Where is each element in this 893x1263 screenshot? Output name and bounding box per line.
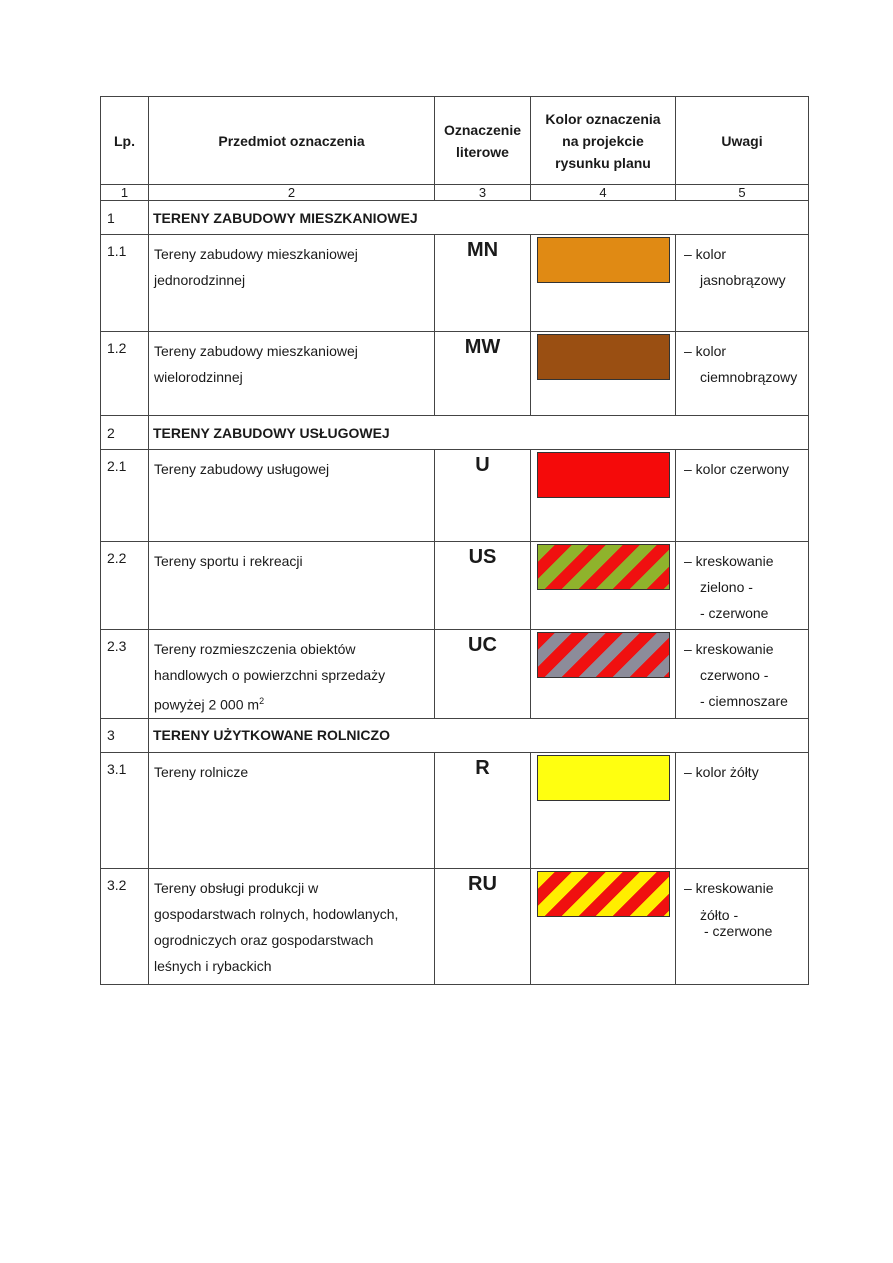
column-number: 5 bbox=[676, 185, 809, 201]
row-lp: 2.3 bbox=[101, 630, 149, 719]
table-row bbox=[101, 235, 809, 332]
row-color bbox=[531, 450, 676, 542]
header-code: Oznaczenie literowe bbox=[435, 97, 531, 185]
column-number: 4 bbox=[531, 185, 676, 201]
row-color bbox=[531, 868, 676, 984]
section-number: 2 bbox=[101, 416, 149, 450]
row-code: U bbox=[435, 450, 531, 542]
section-number: 3 bbox=[101, 718, 149, 752]
row-code: MN bbox=[435, 235, 531, 332]
table-row bbox=[101, 868, 809, 984]
row-code: RU bbox=[435, 868, 531, 984]
section-title: TERENY ZABUDOWY USŁUGOWEJ bbox=[149, 416, 809, 450]
row-code: UC bbox=[435, 630, 531, 719]
legend-table bbox=[100, 96, 809, 985]
row-subject: Tereny zabudowy mieszkaniowej jednorodzinnej bbox=[149, 235, 435, 332]
header-color: Kolor oznaczenia na projekcie rysunku planu bbox=[531, 97, 676, 185]
row-code: R bbox=[435, 752, 531, 868]
row-lp: 2.1 bbox=[101, 450, 149, 542]
section-number: 1 bbox=[101, 201, 149, 235]
row-lp: 1.1 bbox=[101, 235, 149, 332]
color-swatch-hatched bbox=[537, 871, 670, 917]
section-row bbox=[101, 201, 809, 235]
row-lp: 3.2 bbox=[101, 868, 149, 984]
color-swatch-solid bbox=[537, 452, 670, 498]
row-code: US bbox=[435, 542, 531, 630]
row-subject: Tereny obsługi produkcji w gospodarstwach rolnych, hodowlanych, ogrodniczych oraz gospodarstwach leśnych i rybackich bbox=[149, 868, 435, 984]
row-subject: Tereny sportu i rekreacji bbox=[149, 542, 435, 630]
row-color bbox=[531, 752, 676, 868]
row-color bbox=[531, 235, 676, 332]
table-row bbox=[101, 630, 809, 719]
section-title: TERENY ZABUDOWY MIESZKANIOWEJ bbox=[149, 201, 809, 235]
header-subject: Przedmiot oznaczenia bbox=[149, 97, 435, 185]
header-notes: Uwagi bbox=[676, 97, 809, 185]
row-notes: – kolor jasnobrązowy bbox=[676, 235, 809, 332]
color-swatch-hatched bbox=[537, 544, 670, 590]
row-color bbox=[531, 630, 676, 719]
color-swatch-solid bbox=[537, 334, 670, 380]
row-lp: 2.2 bbox=[101, 542, 149, 630]
table-row bbox=[101, 450, 809, 542]
row-lp: 1.2 bbox=[101, 332, 149, 416]
row-notes: – kolor żółty bbox=[676, 752, 809, 868]
header-row bbox=[101, 97, 809, 185]
table-row bbox=[101, 752, 809, 868]
header-lp: Lp. bbox=[101, 97, 149, 185]
row-notes: – kreskowanie zielono - - czerwone bbox=[676, 542, 809, 630]
row-subject: Tereny zabudowy usługowej bbox=[149, 450, 435, 542]
section-row bbox=[101, 718, 809, 752]
row-subject: Tereny rolnicze bbox=[149, 752, 435, 868]
row-notes: – kolor ciemnobrązowy bbox=[676, 332, 809, 416]
column-number: 3 bbox=[435, 185, 531, 201]
color-swatch-solid bbox=[537, 237, 670, 283]
row-color bbox=[531, 542, 676, 630]
row-lp: 3.1 bbox=[101, 752, 149, 868]
table-row bbox=[101, 542, 809, 630]
row-code: MW bbox=[435, 332, 531, 416]
row-notes: – kolor czerwony bbox=[676, 450, 809, 542]
color-swatch-solid bbox=[537, 755, 670, 801]
table-row bbox=[101, 332, 809, 416]
section-title: TERENY UŻYTKOWANE ROLNICZO bbox=[149, 718, 809, 752]
row-subject: Tereny zabudowy mieszkaniowej wielorodzinnej bbox=[149, 332, 435, 416]
column-number-row bbox=[101, 185, 809, 201]
column-number: 1 bbox=[101, 185, 149, 201]
column-number: 2 bbox=[149, 185, 435, 201]
row-notes: – kreskowanie żółto - - czerwone bbox=[676, 868, 809, 984]
color-swatch-hatched bbox=[537, 632, 670, 678]
section-row bbox=[101, 416, 809, 450]
row-notes: – kreskowanie czerwono - - ciemnoszare bbox=[676, 630, 809, 719]
row-subject: Tereny rozmieszczenia obiektów handlowych o powierzchni sprzedaży powyżej 2 000 $m^2$ bbox=[149, 630, 435, 719]
row-color bbox=[531, 332, 676, 416]
